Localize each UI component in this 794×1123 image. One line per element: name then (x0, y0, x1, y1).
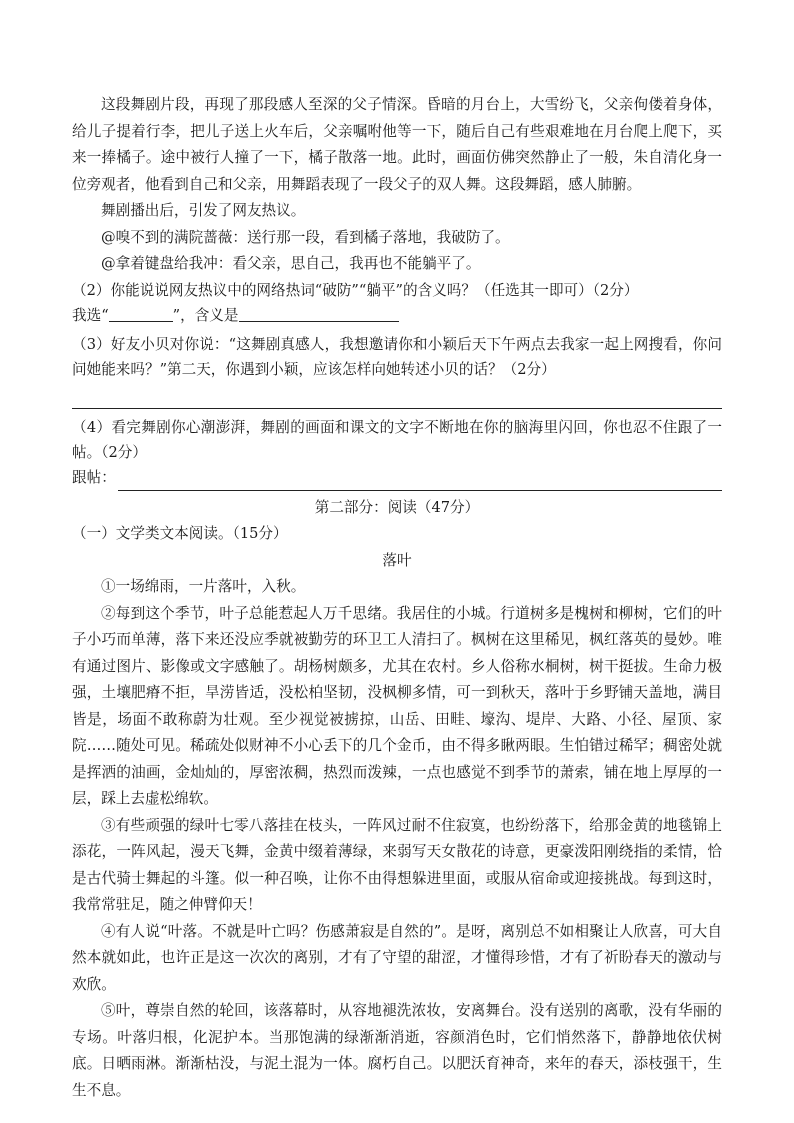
question-3: （3）好友小贝对你说：“这舞剧真感人，我想邀请你和小颖后天下午两点去我家一起上网搜看，你问问她能来吗？”第二天，你遇到小颖，应该怎样向她转述小贝的话？（2分） (72, 335, 722, 378)
question-4: （4）看完舞剧你心潮澎湃，舞剧的画面和课文的文字不断地在你的脑海里闪回，你也忍不住跟了一帖。（2分） (72, 418, 722, 461)
section-1-subtitle: （一）文学类文本阅读。（15分） (72, 525, 288, 542)
article-paragraph-5: ⑤叶，尊崇自然的轮回，该落幕时，从容地褪洗浓妆，安离舞台。没有送别的离歌，没有华丽的专场。叶落归根，化泥护本。当那饱满的绿渐渐消逝，容颜消色时，它们悄然落下，静静地依伏树底。日晒雨淋。渐渐枯没，与泥土混为一体。腐朽自己。以肥沃育神奇，来年的春天，添枝强干，生生不息。 (72, 1002, 722, 1099)
article-paragraph-4: ④有人说“叶落。不就是叶亡吗？伤感萧寂是自然的”。是呀，离别总不如相聚让人欣喜，可大自然本就如此，也许正是这一次次的离别，才有了守望的甜涩，才懂得珍惜，才有了祈盼春天的激动与欢欣。 (72, 922, 722, 993)
intro-paragraph: 这段舞剧片段，再现了那段感人至深的父子情深。昏暗的月台上，大雪纷飞，父亲佝偻着身体，给儿子提着行李，把儿子送上火车后，父亲嘱咐他等一下，随后自己有些艰难地在月台爬上爬下，买来一捧橘子。途中被行人撞了一下，橘子散落一地。此时，画面仿佛突然静止了一般，朱自清化身一位旁观者，他看到自己和父亲，用舞蹈表现了一段父子的双人舞。这段舞蹈，感人肺腑。 (72, 96, 722, 193)
part-2-title: 第二部分：阅读（47分） (314, 498, 480, 516)
answer-mid: ”，含义是 (172, 306, 239, 324)
meaning-blank[interactable] (239, 307, 399, 322)
reply-line (72, 465, 722, 491)
answer-prefix: 我选“ (72, 306, 109, 324)
reply-blank[interactable] (118, 472, 722, 491)
article-paragraph-3: ③有些顽强的绿叶七零八落挂在枝头，一阵风过耐不住寂寞，也纷纷落下，给那金黄的地毯锦上添花，一阵风起，漫天飞舞，金黄中缀着薄绿，来弱写天女散花的诗意，更豪泼阳刚绕指的柔情，恰是古代骑士舞起的斗篷。似一种召唤，让你不由得想躲进里面，或服从宿命或迎接挑战。每到这时，我常常驻足，随之伸臂仰天！ (72, 816, 722, 913)
reply-label: 跟帖： (72, 468, 116, 486)
netizen-comment-1: @嗅不到的满院蔷薇：送行那一段，看到橘子落地，我破防了。 (101, 228, 510, 246)
article-paragraph-2: ②每到这个季节，叶子总能惹起人万千思绪。我居住的小城。行道树多是槐树和柳树，它们的叶子小巧而单薄，落下来还没应季就被勤劳的环卫工人清扫了。枫树在这里稀见，枫红落英的曼妙。唯有通过图片、影像或文字感触了。胡杨树颇多，尤其在农村。乡人俗称水桐树，树干挺拔。生命力极强，土壤肥瘠不拒，旱涝皆适，没松柏坚韧，没枫柳多情，可一到秋天，落叶于乡野铺天盖地，满目皆是，场面不敢称蔚为壮观。至少视觉被掳掠，山岳、田畦、壕沟、堤岸、大路、小径、屋顶、家院……随处可见。稀疏处似财神不小心丢下的几个金币，由不得多瞅两眼。生怕错过稀罕；稠密处就是挥洒的油画，金灿灿的，厚密浓稠，热烈而泼辣，一点也感觉不到季节的萧索，铺在地上厚厚的一层，踩上去虚松绵软。 (72, 604, 722, 807)
exam-page (72, 92, 722, 1104)
article-title: 落叶 (382, 551, 412, 569)
question-2-answer-line (72, 303, 722, 328)
intro-discussion: 舞剧播出后，引发了网友热议。 (101, 202, 306, 219)
netizen-comment-2: @拿着键盘给我冲：看父亲，思自己，我再也不能躺平了。 (101, 255, 481, 272)
question-3-answer-line[interactable] (72, 384, 722, 409)
article-paragraph-1: ①一场绵雨，一片落叶，入秋。 (101, 578, 306, 595)
choice-blank[interactable] (109, 307, 173, 322)
question-2: （2）你能说说网友热议中的网络热词“破防”“躺平”的含义吗？（任选其一即可）（2分） (72, 281, 639, 299)
